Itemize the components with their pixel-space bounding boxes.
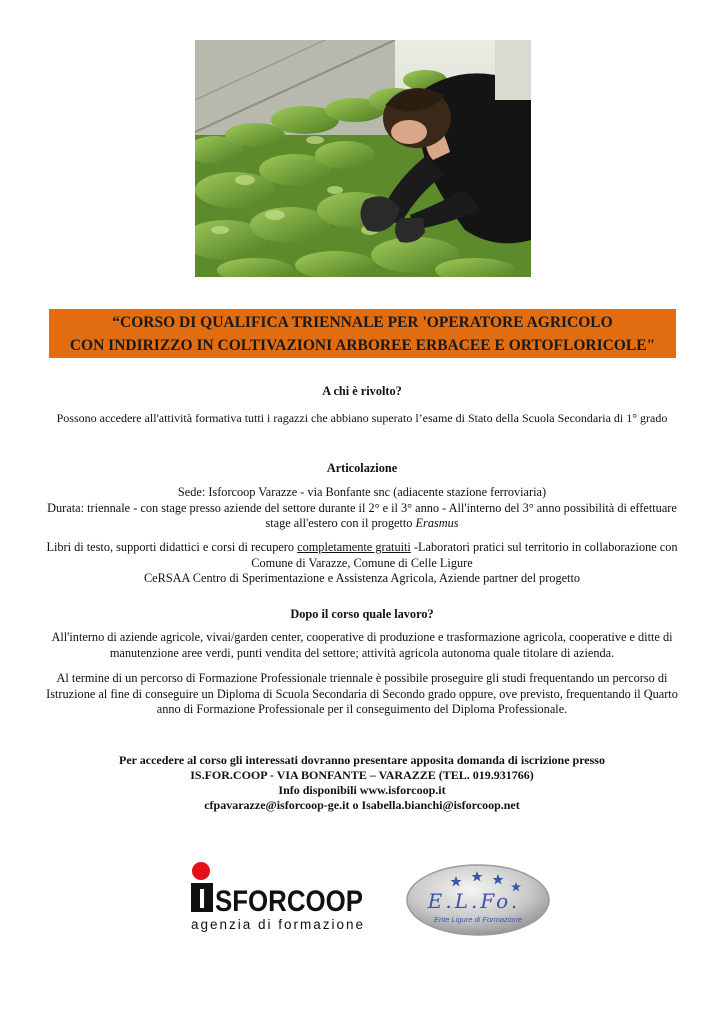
isforcoop-tagline: agenzia di formazione [191, 917, 363, 932]
erasmus-text: Erasmus [415, 516, 459, 530]
duration-line-2 [20, 516, 704, 532]
contact-block [20, 753, 704, 813]
target-audience-section [20, 384, 704, 400]
isforcoop-red-dot-icon [192, 862, 210, 880]
elfo-tagline: Ente Ligure di Formazione [434, 915, 522, 924]
career-paragraph-1 [20, 630, 704, 661]
duration-line-1: Durata: triennale - con stage presso aziende del settore durante il 2° e il 3° anno - All'interno del 3° anno possibilità di effettuare [47, 500, 677, 515]
career-p2-line-2: Istruzione al fine di conseguire un Diploma di Scuola Secondaria di Secondo grado oppure, ove previsto, frequentando il Quarto [46, 686, 678, 701]
contact-emails[interactable]: cfpavarazze@isforcoop-ge.it o Isabella.bianchi@isforcoop.net [204, 798, 520, 812]
free-of-charge-text: completamente gratuiti [297, 540, 411, 554]
header-photo [195, 40, 531, 277]
target-audience-heading: A chi è rivolto? [322, 384, 402, 398]
materials-suffix: -Laboratori pratici sul territorio in collaborazione con [410, 540, 678, 554]
career-p2-line-3: anno di Formazione Professionale per il conseguimento del Diploma Professionale. [156, 702, 568, 716]
structure-section [20, 461, 704, 477]
career-p1-line-2: manutenzione aree verdi, punti vendita del settore; attività agricola autonoma quale titolare di azienda. [109, 645, 615, 660]
contact-line-1: Per accedere al corso gli interessati dovranno presentare apposita domanda di iscrizione presso [119, 753, 605, 767]
career-p2-line-1: Al termine di un percorso di Formazione Professionale triennale è possibile proseguire gli studi frequentando un percorso di [56, 671, 668, 685]
structure-heading: Articolazione [326, 461, 398, 475]
elfo-logo [404, 862, 552, 938]
cersaa-text: CeRSAA Centro di Sperimentazione e Assistenza Agricola, Aziende partner del progetto [143, 571, 581, 585]
career-heading: Dopo il corso quale lavoro? [290, 607, 434, 621]
isforcoop-name: SFORCOOP [215, 885, 363, 918]
municipalities-text: Comune di Varazze, Comune di Celle Ligure [251, 555, 473, 570]
elfo-name: E.L.Fo. [427, 889, 521, 913]
target-audience-text: Possono accedere all'attività formativa tutti i ragazzi che abbiano superato l’esame di Stato della Scuola Secondaria di 1° grado [56, 411, 668, 425]
career-paragraph-2 [20, 671, 704, 718]
materials-line [20, 540, 704, 556]
course-title-line-2: CON INDIRIZZO IN COLTIVAZIONI ARBOREE ERBACEE E ORTOFLORICOLE" [69, 337, 656, 354]
career-p1-line-1: All'interno di aziende agricole, vivai/garden center, cooperative di produzione e trasformazione agricola, cooperative e ditte di [51, 630, 673, 644]
contact-line-2: IS.FOR.COOP - VIA BONFANTE – VARAZZE (TEL. 019.931766) [190, 768, 534, 782]
contact-website[interactable]: Info disponibili www.isforcoop.it [278, 783, 446, 797]
target-audience-text-block [20, 411, 704, 427]
isforcoop-initial: I [198, 883, 206, 914]
duration-line-2-text: stage all'estero con il progetto [265, 516, 416, 530]
location-text: Sede: Isforcoop Varazze - via Bonfante snc (adiacente stazione ferroviaria) [177, 485, 547, 499]
career-section [20, 607, 704, 623]
isforcoop-logo [185, 858, 370, 938]
structure-details [20, 485, 704, 532]
materials-prefix: Libri di testo, supporti didattici e corsi di recupero [46, 540, 298, 554]
greenhouse-photo-illustration [195, 40, 531, 277]
materials-details [20, 540, 704, 587]
course-title-line-1: “CORSO DI QUALIFICA TRIENNALE PER 'OPERATORE AGRICOLO [112, 314, 613, 331]
course-title-banner [49, 309, 676, 358]
